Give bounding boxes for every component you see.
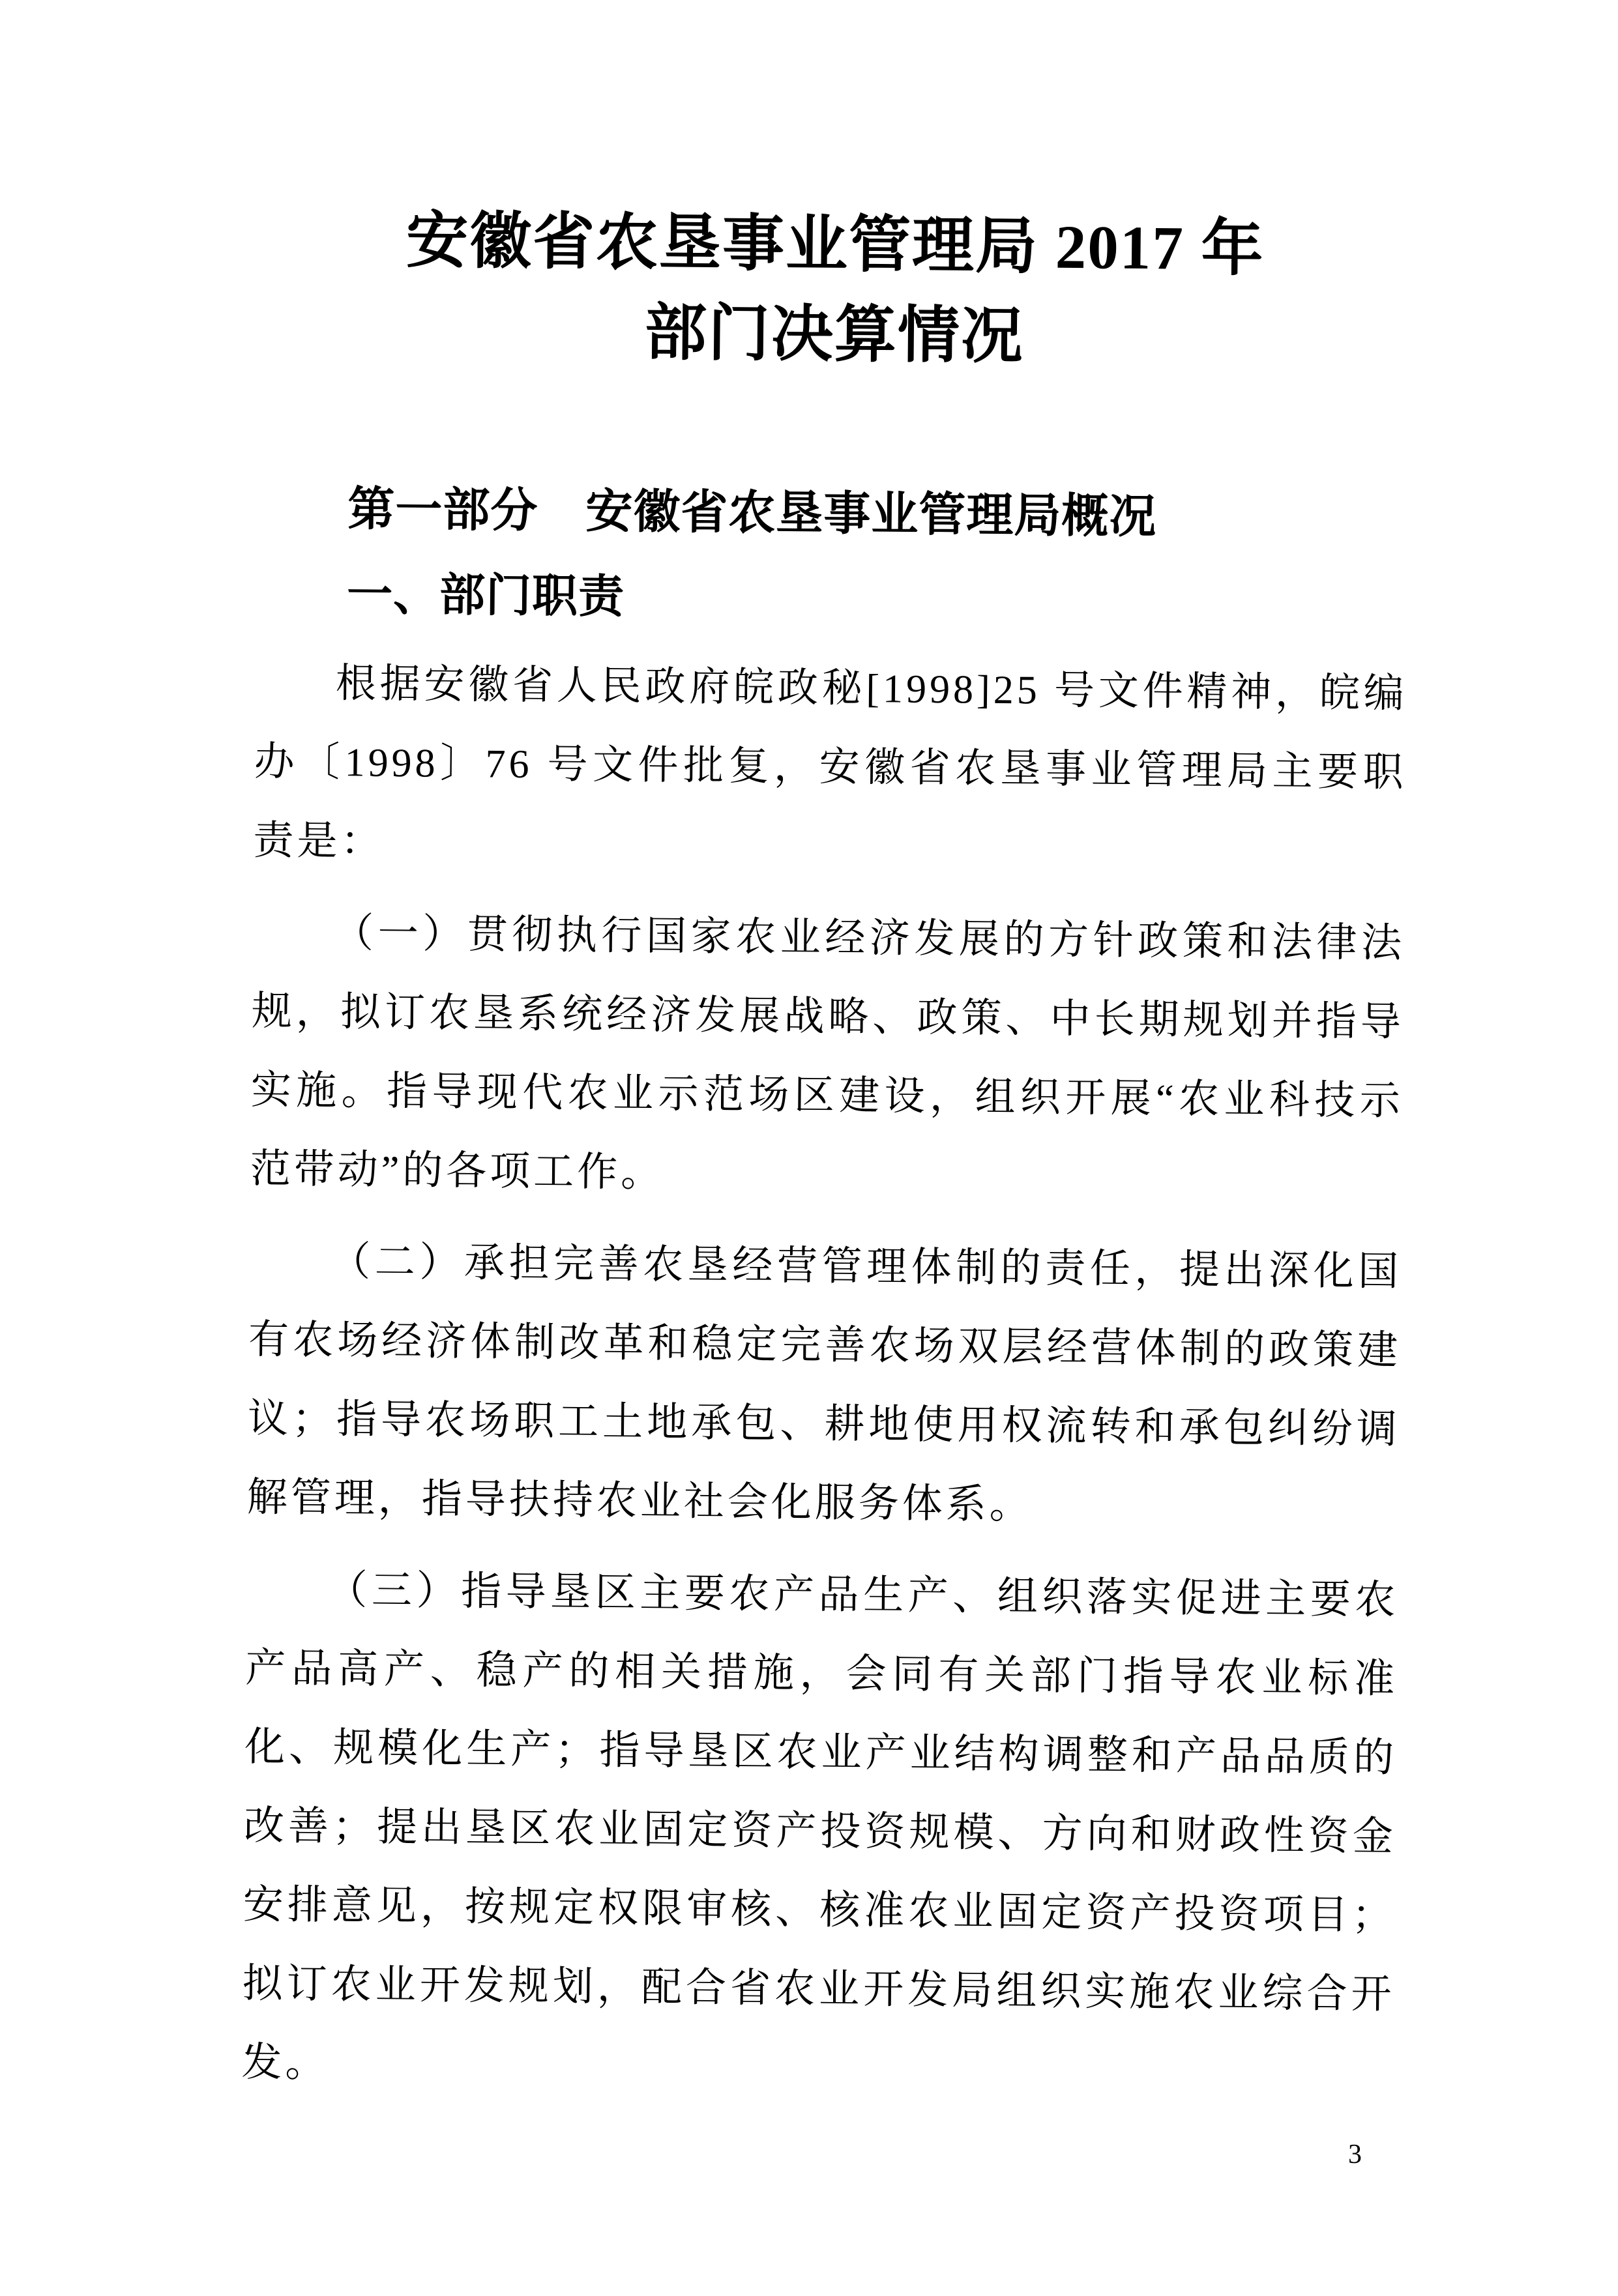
part-one-heading: 第一部分 安徽省农垦事业管理局概况 xyxy=(347,483,1157,544)
document-title-line-1: 安徽省农垦事业管理局 2017 年 xyxy=(405,206,1265,283)
paragraph-duty-1: （一）贯彻执行国家农业经济发展的方针政策和法律法规，拟订农垦系统经济发展战略、政策、中长期规划并指导实施。指导现代农业示范场区建设，组织开展“农业科技示范带动”的各项工作。 xyxy=(250,911,1405,1196)
section-one-heading: 一、部门职责 xyxy=(346,568,625,622)
paragraph-duty-2: （二）承担完善农垦经营管理体制的责任，提出深化国有农场经济体制改革和稳定完善农场双层经营体制的政策建议；指导农场职工土地承包、耕地使用权流转和承包纠纷调解管理，指导扶持农业社会化服务体系。 xyxy=(246,1240,1402,1528)
document-content xyxy=(241,194,1412,2114)
paragraph-intro: 根据安徽省人民政府皖政秘[1998]25 号文件精神，皖编办〔1998〕76 号文件批复，安徽省农垦事业管理局主要职责是： xyxy=(253,661,1408,864)
paragraph-duty-3: （三）指导垦区主要农产品生产、组织落实促进主要农产品高产、稳产的相关措施，会同有关部门指导农业标准化、规模化生产；指导垦区农业产业结构调整和产品品质的改善；提出垦区农业固定资产投资规模、方向和财政性资金安排意见，按规定权限审核、核准农业固定资产投资项目；拟订农业开发规划，配合省农业开发局组织实施农业综合开发。 xyxy=(241,1568,1399,2086)
document-title-line-2: 部门决算情况 xyxy=(644,298,1025,371)
page-number: 3 xyxy=(1348,2140,1362,2170)
document-title xyxy=(257,194,1412,385)
